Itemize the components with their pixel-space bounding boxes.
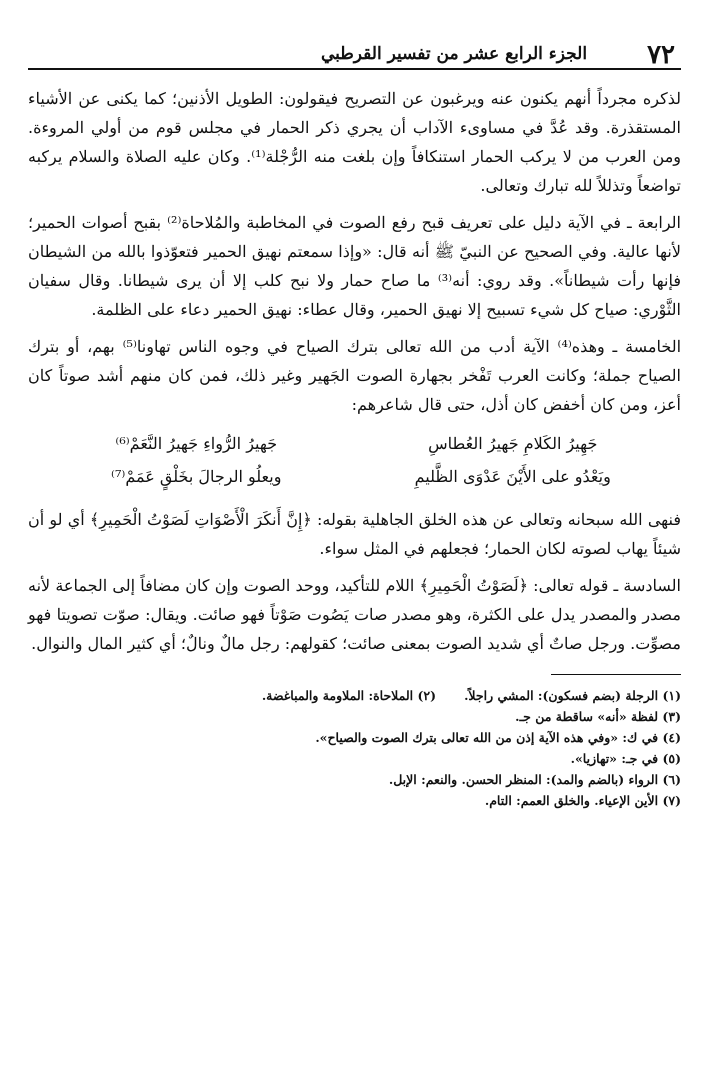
footnote: (٤) في ك: «وفي هذه الآية إذن من الله تعالى بترك الصوت والصياح». — [315, 730, 681, 745]
verse-line — [28, 462, 681, 491]
footnote-divider — [551, 674, 681, 675]
footnotes — [28, 685, 681, 811]
hemistich: ويعلُو الرجالَ بخَلْقٍ عَمَمْ⁽⁷⁾ — [111, 467, 282, 486]
footnote-row — [28, 685, 681, 706]
poetry-verse — [28, 429, 681, 491]
footnote: (٢) الملاحاة: الملاومة والمباغضة. — [261, 688, 437, 703]
paragraph: الرابعة ـ في الآية دليل على تعريف قبح رفع الصوت في المخاطبة والمُلاحاة⁽²⁾ بقبح أصوات الحمير؛ لأنها عالية. وفي الصحيح عن النبيّ ﷺ أنه قال: «وإذا سمعتم نهيق الحمير فتعوّذوا بالله من الشيطان فإنها رأت شيطاناً». وقد روي: أنه⁽³⁾ ما صاح حمار ولا نبح كلب إلا أن يرى شيطانا. وقال سفيان الثَّوْري: صياح كل شيء تسبيح إلا نهيق الحمير، وقال عطاء: نهيق الحمير دعاء على الظلمة. — [28, 213, 682, 319]
hemistich: ويَعْدُو على الأَيْنَ عَدْوَى الظَّليمِ — [414, 467, 611, 486]
footnote: (٧) الأين الإعياء. والخلق العمم: التام. — [484, 793, 681, 808]
paragraph: فنهى الله سبحانه وتعالى عن هذه الخلق الجاهلية بقوله: ﴿إِنَّ أَنكَرَ الْأَصْوَاتِ لَصَوْتُ الْحَمِيرِ﴾ أي لو أن شيئاً يهاب لصوته لكان الحمار؛ فجعلهم في المثل سواء. — [28, 510, 681, 558]
footnote: (٣) لفظة «أنه» ساقطة من جـ. — [515, 709, 681, 724]
book-page — [28, 24, 681, 1081]
hemistich: جَهيرُ الرُّواءِ جَهيرُ النَّعَمْ⁽⁶⁾ — [115, 434, 278, 453]
page-number: ٧٢ — [647, 40, 675, 70]
paragraph: لذكره مجرداً أنهم يكنون عنه ويرغبون عن التصريح فيقولون: الطويل الأذنين؛ كما يكنى عن الأشياء المستقذرة. وقد عُدَّ في مساوىء الآداب أن يجري ذكر الحمار في مجلس قوم من أولي المروءة. ومن العرب من لا يركب الحمار استنكافاً وإن بلغت منه الرُّجْلة⁽¹⁾. وكان عليه الصلاة والسلام يركبه تواضعاً وتذللاً لله تبارك وتعالى. — [28, 89, 682, 195]
footnote: (٦) الرواء (بالضم والمد): المنظر الحسن. والنعم: الإبل. — [388, 772, 681, 787]
paragraph: الخامسة ـ وهذه⁽⁴⁾ الآية أدب من الله تعالى بترك الصياح في وجوه الناس تهاونا⁽⁵⁾ بهم، أو بترك الصياح جملة؛ وكانت العرب تَفْخر بجهارة الصوت الجَهير وغير ذلك، فمن كان منهم أشد صوتاً كان أعز، ومن كان أخفض كان أذل، حتى قال شاعرهم: — [28, 337, 682, 414]
verse-line — [28, 429, 681, 458]
main-text — [28, 84, 681, 658]
footnote: (٥) في جـ: «تهازيا». — [570, 751, 681, 766]
paragraph: السادسة ـ قوله تعالى: ﴿لَصَوْتُ الْحَمِيرِ﴾ اللام للتأكيد، ووحد الصوت وإن كان مضافاً إلى الجماعة لأنه مصدر والمصدر يدل على الكثرة، وهو مصدر صات يَصُوت صَوْتاً فهو صائت. ويقال: صوّت تصويتا فهو مصوِّت. ورجل صاتٌ أي شديد الصوت بمعنى صائت؛ كقولهم: رجل مالٌ ونالٌ؛ أي كثير المال والنوال. — [28, 576, 681, 653]
page-header — [28, 24, 681, 70]
hemistich: جَهِيرُ الكَلامِ جَهيرُ العُطاسِ — [428, 434, 598, 453]
running-title: الجزء الرابع عشر من تفسير القرطبي — [320, 44, 588, 64]
footnote: (١) الرجلة (بضم فسكون): المشي راجلاً. — [464, 688, 681, 703]
